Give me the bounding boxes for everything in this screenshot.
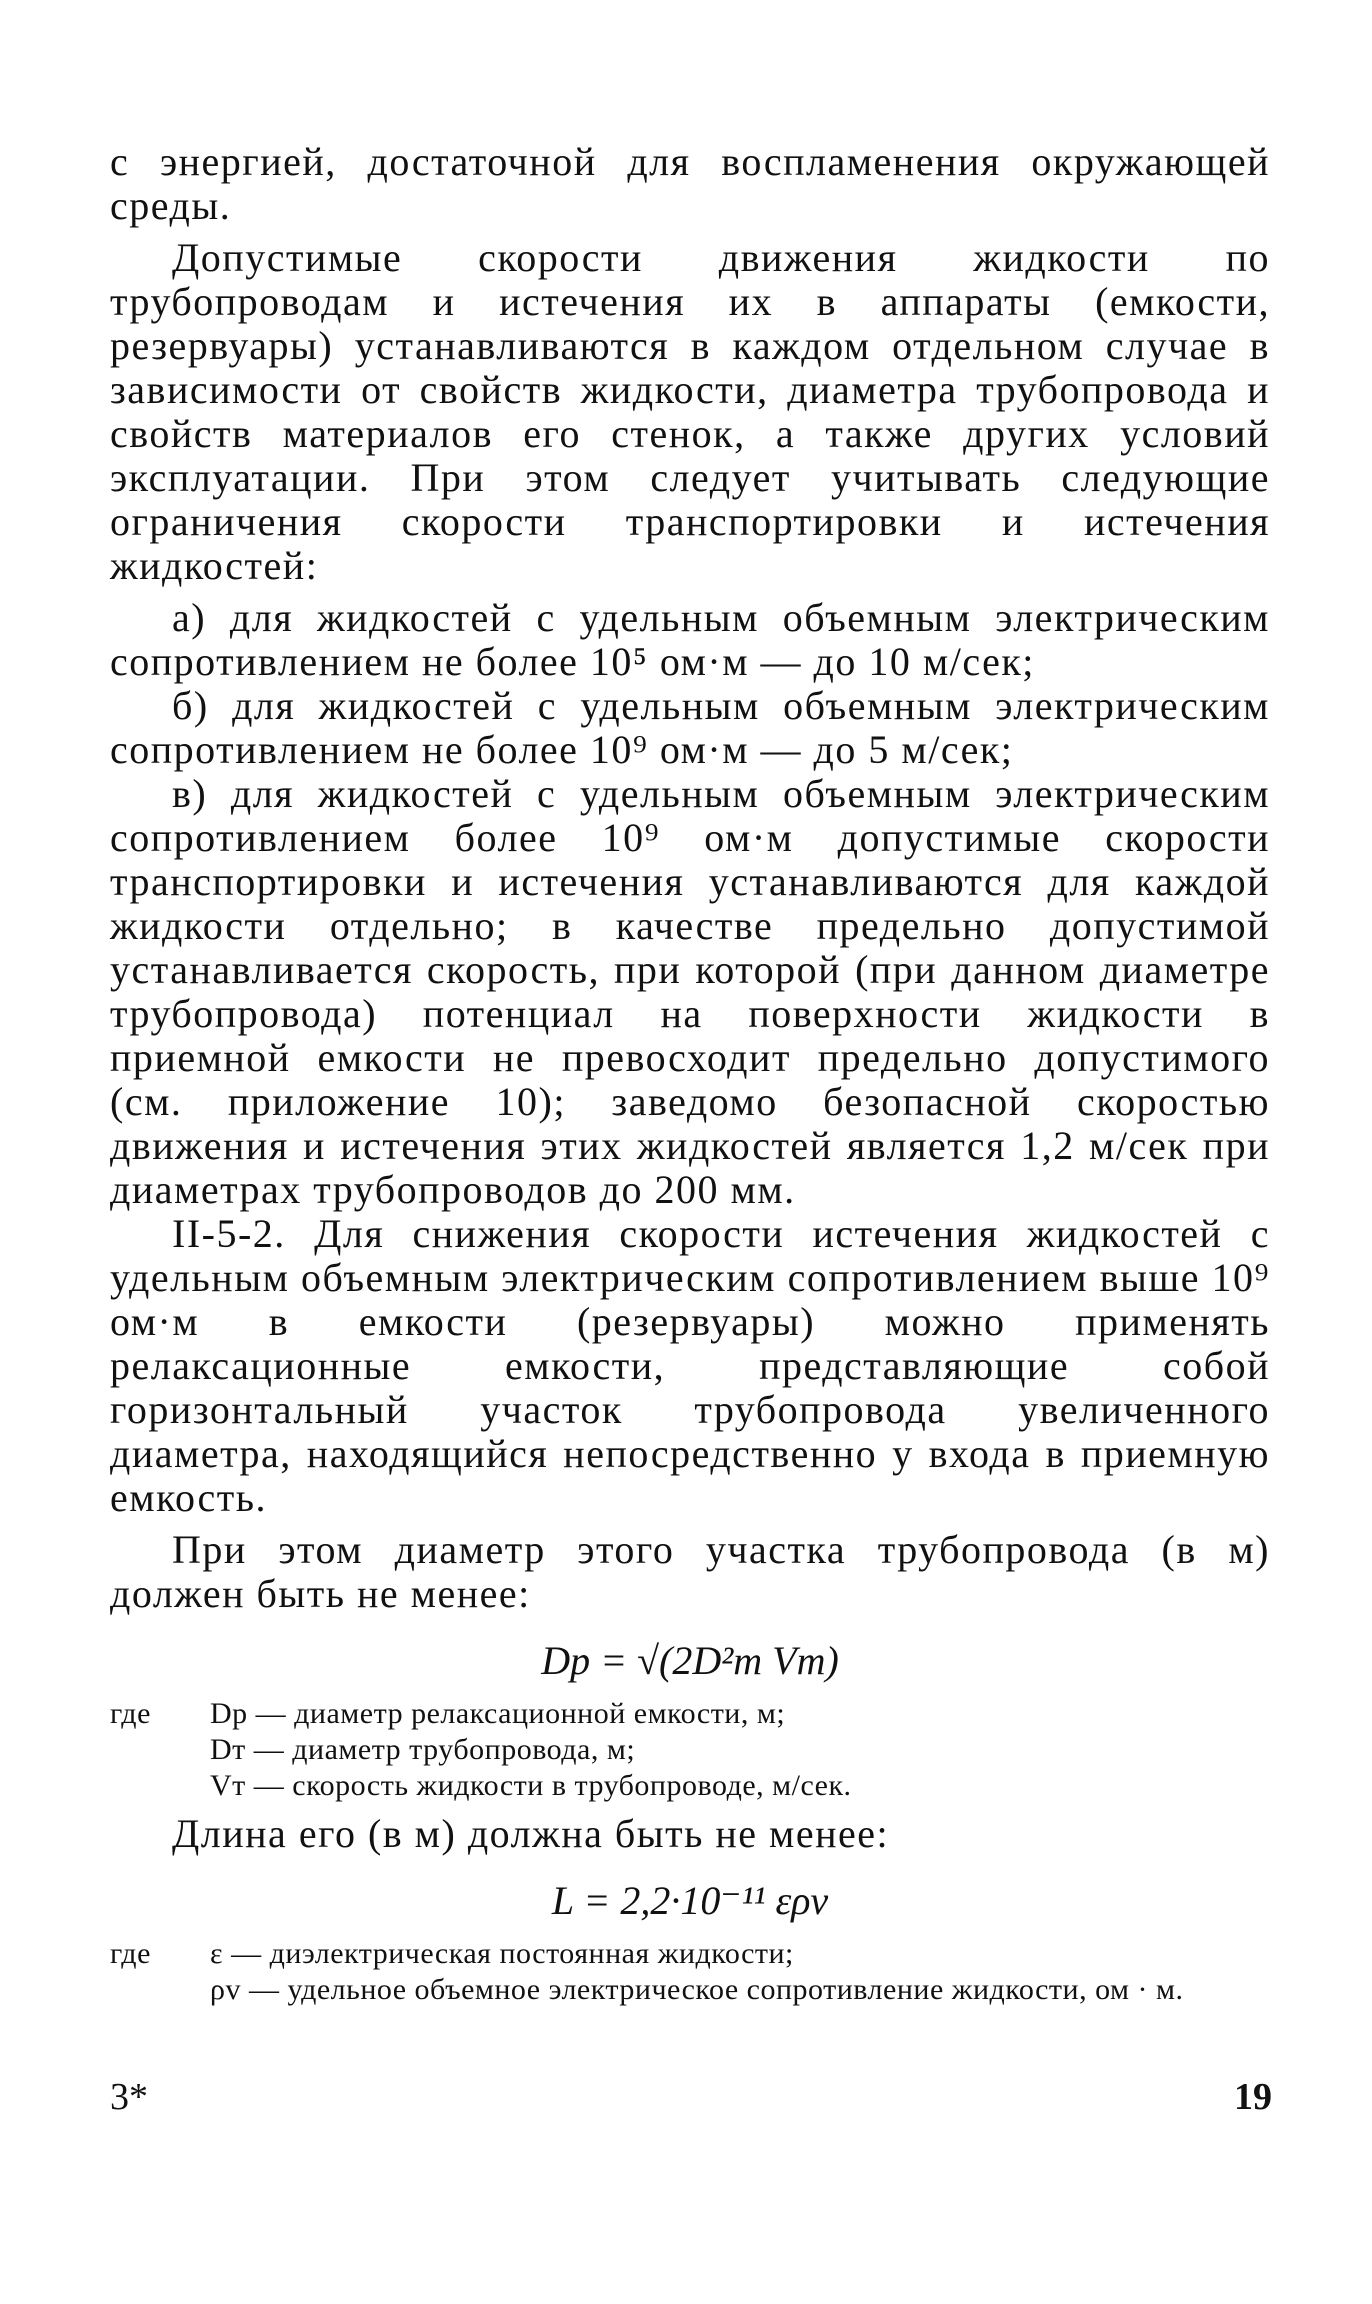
page-number: 19: [1234, 2076, 1272, 2118]
definition-row: [110, 1696, 1270, 1732]
list-item-v: в) для жидкостей с удельным объемным электрическим сопротивлением более 10⁹ ом·м допустимые скорости транспортировки и истечения устанавливаются для каждой жидкости отдельно; в качестве предельно допустимой устанавливается скорость, при которой (при данном диаметре трубопровода) потенциал на поверхности жидкости в приемной емкости не превосходит предельно допустимого (см. приложение 10); заведомо безопасной скоростью движения и истечения этих жидкостей является 1,2 м/сек при диаметрах трубопроводов до 200 мм.: [110, 771, 1270, 1212]
paragraph-diameter: При этом диаметр этого участка трубопровода (в м) должен быть не менее:: [110, 1527, 1270, 1616]
list-item-a: а) для жидкостей с удельным объемным электрическим сопротивлением не более 10⁵ ом·м — до 10 м/сек;: [110, 595, 1270, 684]
where-label: где: [110, 1937, 151, 1970]
paragraph-section-ii-5-2: II-5-2. Для снижения скорости истечения жидкостей с удельным объемным электрическим сопротивлением выше 10⁹ ом·м в емкости (резервуары) можно применять релаксационные емкости, представляющие собой горизонтальный участок трубопровода увеличенного диаметра, находящийся непосредственно у входа в приемную емкость.: [110, 1211, 1270, 1520]
document-page: [110, 140, 1270, 2200]
formula-length: L = 2,2·10⁻¹¹ ερv: [551, 1878, 829, 1923]
definitions-diameter: [110, 1696, 1270, 1804]
definitions-length: [110, 1936, 1270, 2008]
signature-mark: 3*: [110, 2076, 148, 2118]
list-item-b: б) для жидкостей с удельным объемным электрическим сопротивлением не более 10⁹ ом·м — до 5 м/сек;: [110, 683, 1270, 772]
paragraph-length: Длина его (в м) должна быть не менее:: [172, 1811, 890, 1856]
definition-epsilon: ε — диэлектрическая постоянная жидкости;: [210, 1937, 794, 1970]
definition-rho: ρv — удельное объемное электрическое сопротивление жидкости, ом · м.: [210, 1973, 1184, 2006]
paragraph-continuation: с энергией, достаточной для воспламенения окружающей среды.: [110, 139, 1270, 228]
page-footer: [110, 2075, 1272, 2119]
definition-dp: Dр — диаметр релаксационной емкости, м;: [210, 1697, 786, 1730]
definition-row: [110, 1972, 1270, 2008]
definition-row: [110, 1768, 1270, 1804]
definition-dt: Dт — диаметр трубопровода, м;: [210, 1733, 636, 1766]
definition-row: [110, 1732, 1270, 1768]
definition-row: [110, 1936, 1270, 1972]
paragraph-permissible-speeds: Допустимые скорости движения жидкости по трубопроводам и истечения их в аппараты (емкости, резервуары) устанавливаются в каждом отдельном случае в зависимости от свойств жидкости, диаметра трубопровода и свойств материалов его стенок, а также других условий эксплуатации. При этом следует учитывать следующие ограничения скорости транспортировки и истечения жидкостей:: [110, 235, 1270, 588]
formula-diameter: Dр = √(2D²т Vт): [541, 1638, 839, 1683]
where-label: где: [110, 1697, 151, 1730]
definition-vt: Vт — скорость жидкости в трубопроводе, м/сек.: [210, 1769, 852, 1802]
